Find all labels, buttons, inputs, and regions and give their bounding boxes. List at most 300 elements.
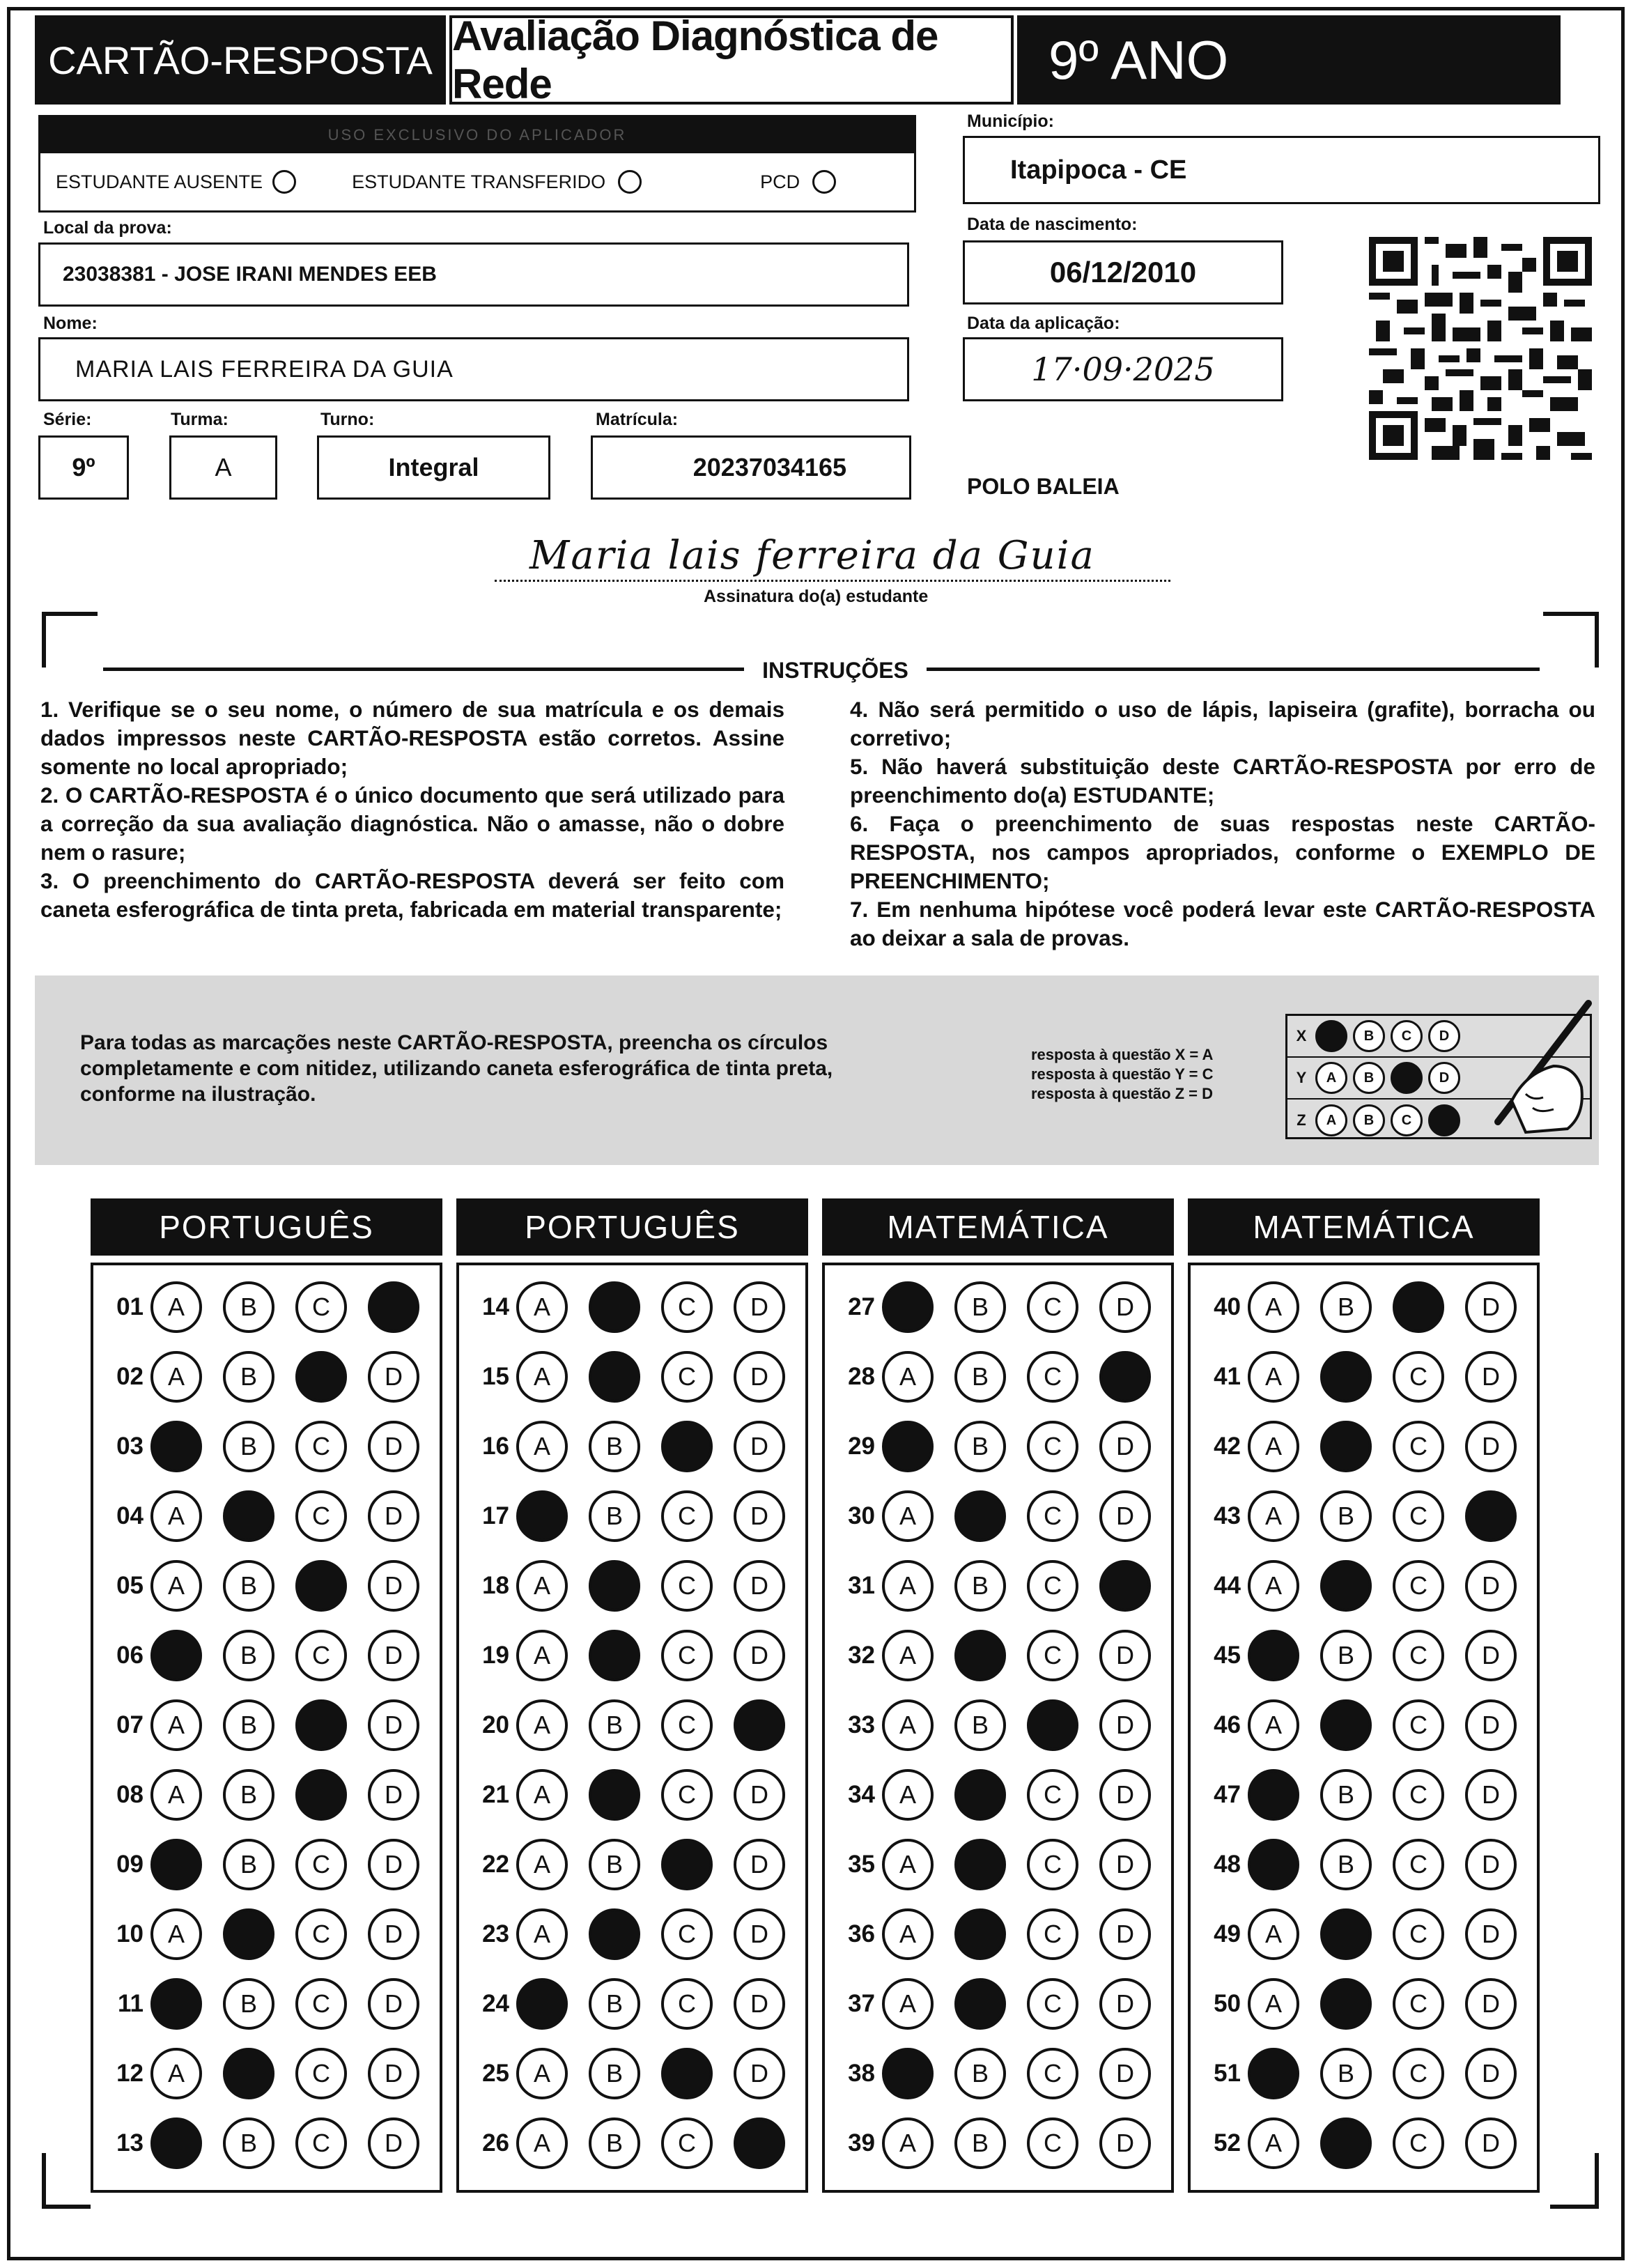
answer-bubble-b[interactable] <box>1320 1351 1372 1403</box>
answer-bubble-c[interactable]: C <box>1027 1490 1078 1542</box>
answer-bubble-b[interactable] <box>589 1351 640 1403</box>
answer-bubble-c[interactable]: C <box>1027 1630 1078 1681</box>
question-number: 19 <box>482 1642 509 1669</box>
answer-bubble-c[interactable]: C <box>295 2048 347 2099</box>
question-number: 39 <box>848 2129 875 2157</box>
answer-bubble-c[interactable]: C <box>295 1839 347 1890</box>
answer-bubble-a[interactable]: A <box>150 1560 202 1612</box>
answer-bubble-a[interactable]: A <box>150 1281 202 1333</box>
answer-bubble-c[interactable]: C <box>661 1630 713 1681</box>
question-number: 36 <box>848 1920 875 1947</box>
answer-bubble-b[interactable]: B <box>954 1281 1006 1333</box>
answer-bubble-d[interactable]: D <box>1099 1908 1151 1960</box>
answer-bubble-d[interactable]: D <box>734 1560 785 1612</box>
answer-bubble-a[interactable] <box>882 1281 934 1333</box>
question-number: 29 <box>848 1433 875 1460</box>
turno-value: Integral <box>388 453 479 481</box>
example-bubble: A <box>1315 1062 1347 1094</box>
local-label: Local da prova: <box>43 218 172 238</box>
example-bubble: C <box>1391 1104 1423 1136</box>
answer-bubble-c[interactable]: C <box>1393 1560 1444 1612</box>
answer-bubble-a[interactable] <box>1248 1769 1299 1821</box>
answer-bubble-d[interactable]: D <box>734 1630 785 1681</box>
answer-bubble-a[interactable] <box>150 2117 202 2169</box>
nascimento-field <box>963 240 1283 304</box>
section-header: PORTUGUÊS <box>456 1198 808 1256</box>
answer-bubble-a[interactable]: A <box>516 1560 568 1612</box>
answer-bubble-b[interactable]: B <box>954 1699 1006 1751</box>
answer-column <box>91 1263 442 2193</box>
answer-bubble-d[interactable]: D <box>1465 2048 1517 2099</box>
signature: Maria lais ferreira da Guia <box>529 533 1095 578</box>
answer-bubble-b[interactable] <box>954 1908 1006 1960</box>
answer-bubble-a[interactable] <box>150 1839 202 1890</box>
question-row <box>825 1558 1172 1614</box>
question-number: 22 <box>482 1851 509 1878</box>
answer-bubble-b[interactable] <box>954 1490 1006 1542</box>
answer-bubble-d[interactable]: D <box>1465 1908 1517 1960</box>
answer-bubble-a[interactable]: A <box>882 1560 934 1612</box>
answer-bubble-d[interactable]: D <box>368 1560 419 1612</box>
answer-bubble-c[interactable]: C <box>661 1769 713 1821</box>
answer-bubble-a[interactable]: A <box>516 1699 568 1751</box>
question-number: 13 <box>116 2129 144 2157</box>
answer-bubble-d[interactable]: D <box>368 1421 419 1472</box>
answer-bubble-d[interactable]: D <box>1099 2117 1151 2169</box>
question-number: 51 <box>1214 2060 1241 2087</box>
answer-bubble-a[interactable]: A <box>150 1490 202 1542</box>
answer-bubble-a[interactable]: A <box>516 2048 568 2099</box>
answer-bubble-b[interactable] <box>1320 2117 1372 2169</box>
question-number: 24 <box>482 1990 509 2017</box>
answer-bubble-c[interactable]: C <box>1393 1630 1444 1681</box>
answer-bubble-b[interactable]: B <box>223 2117 274 2169</box>
matricula-field <box>591 435 911 500</box>
answer-bubble-c[interactable]: C <box>1027 1281 1078 1333</box>
answer-bubble-d[interactable]: D <box>1099 1699 1151 1751</box>
answer-bubble-d[interactable]: D <box>368 1490 419 1542</box>
answer-bubble-b[interactable] <box>589 1630 640 1681</box>
question-number: 42 <box>1214 1433 1241 1460</box>
answer-bubble-b[interactable]: B <box>223 1630 274 1681</box>
answer-bubble-c[interactable]: C <box>1393 1839 1444 1890</box>
question-row <box>825 2046 1172 2101</box>
example-line-x: resposta à questão X = A <box>1031 1046 1214 1063</box>
instruction-6: 6. Faça o preenchimento de suas respostas neste CARTÃO-RESPOSTA, nos campos apropriados, conforme o EXEMPLO DE PREENCHIMENTO; <box>850 811 1595 893</box>
answer-bubble-a[interactable] <box>150 1978 202 2030</box>
answer-bubble-a[interactable]: A <box>882 2117 934 2169</box>
answer-bubble-a[interactable] <box>1248 1630 1299 1681</box>
answer-bubble-a[interactable]: A <box>516 1281 568 1333</box>
answer-bubble-a[interactable]: A <box>150 2048 202 2099</box>
answer-bubble-b[interactable]: B <box>954 1560 1006 1612</box>
answer-bubble-d[interactable]: D <box>368 2117 419 2169</box>
answer-bubble-b[interactable]: B <box>1320 1839 1372 1890</box>
local-field <box>38 242 909 307</box>
answer-bubble-b[interactable]: B <box>589 1421 640 1472</box>
answer-bubble-c[interactable]: C <box>1027 1908 1078 1960</box>
answer-bubble-a[interactable]: A <box>1248 1978 1299 2030</box>
answer-bubble-c[interactable]: C <box>295 1978 347 2030</box>
answer-bubble-d[interactable]: D <box>1465 1281 1517 1333</box>
answer-bubble-c[interactable] <box>1393 1281 1444 1333</box>
answer-bubble-d[interactable]: D <box>734 1281 785 1333</box>
answer-bubble-b[interactable]: B <box>223 1978 274 2030</box>
answer-bubble-a[interactable] <box>150 1630 202 1681</box>
answer-bubble-d[interactable]: D <box>1099 1769 1151 1821</box>
answer-bubble-a[interactable]: A <box>516 1908 568 1960</box>
answer-bubble-b[interactable]: B <box>954 2048 1006 2099</box>
question-row <box>1191 1628 1538 1683</box>
answer-bubble-c[interactable]: C <box>1027 1560 1078 1612</box>
question-row <box>1191 1906 1538 1962</box>
answer-bubble-c[interactable]: C <box>1393 1421 1444 1472</box>
answer-bubble-b[interactable] <box>1320 1699 1372 1751</box>
question-row <box>825 1488 1172 1544</box>
answer-bubble-d[interactable]: D <box>734 1769 785 1821</box>
question-row <box>1191 1419 1538 1474</box>
answer-bubble-d[interactable]: D <box>734 1839 785 1890</box>
question-row <box>459 1628 806 1683</box>
answer-bubble-c[interactable]: C <box>1027 1978 1078 2030</box>
question-number: 48 <box>1214 1851 1241 1878</box>
answer-bubble-a[interactable]: A <box>150 1908 202 1960</box>
question-number: 17 <box>482 1502 509 1529</box>
example-legend <box>1031 1045 1213 1104</box>
answer-bubble-c[interactable]: C <box>661 1699 713 1751</box>
answer-bubble-b[interactable]: B <box>223 1281 274 1333</box>
answer-bubble-c[interactable] <box>661 1421 713 1472</box>
answer-bubble-c[interactable]: C <box>1027 1839 1078 1890</box>
answer-bubble-a[interactable] <box>1248 2048 1299 2099</box>
answer-bubble-a[interactable]: A <box>1248 1281 1299 1333</box>
answer-bubble-c[interactable]: C <box>1393 1978 1444 2030</box>
answer-bubble-b[interactable]: B <box>954 1421 1006 1472</box>
example-bubble: A <box>1315 1104 1347 1136</box>
question-number: 14 <box>482 1293 509 1320</box>
answer-bubble-a[interactable]: A <box>1248 1560 1299 1612</box>
answer-bubble-a[interactable]: A <box>1248 2117 1299 2169</box>
answer-bubble-b[interactable]: B <box>1320 2048 1372 2099</box>
aplicacao-value: 17·09·2025 <box>1031 350 1215 388</box>
instruction-4: 4. Não será permitido o uso de lápis, lapiseira (grafite), borracha ou corretivo; <box>850 697 1595 750</box>
example-row-label: Y <box>1296 1069 1307 1086</box>
answer-bubble-c[interactable]: C <box>661 1908 713 1960</box>
answer-bubble-d[interactable] <box>1099 1560 1151 1612</box>
answer-bubble-c[interactable] <box>661 1839 713 1890</box>
answer-bubble-a[interactable]: A <box>516 1351 568 1403</box>
answer-bubble-b[interactable]: B <box>223 1421 274 1472</box>
question-row <box>1191 1279 1538 1335</box>
question-row <box>93 1349 440 1405</box>
answer-bubble-c[interactable]: C <box>1027 1421 1078 1472</box>
answer-bubble-d[interactable]: D <box>368 1699 419 1751</box>
question-number: 03 <box>116 1433 144 1460</box>
answer-bubble-c[interactable]: C <box>661 1560 713 1612</box>
answer-bubble-c[interactable]: C <box>295 1630 347 1681</box>
answer-bubble-c[interactable] <box>295 1769 347 1821</box>
answer-bubble-c[interactable]: C <box>295 1908 347 1960</box>
answer-bubble-b[interactable]: B <box>589 1490 640 1542</box>
answer-column <box>1188 1263 1540 2193</box>
answer-bubble-d[interactable] <box>734 2117 785 2169</box>
answer-bubble-b[interactable]: B <box>1320 1490 1372 1542</box>
question-number: 32 <box>848 1642 875 1669</box>
section-header: MATEMÁTICA <box>1188 1198 1540 1256</box>
answer-bubble-d[interactable]: D <box>1099 2048 1151 2099</box>
question-row <box>93 1488 440 1544</box>
nascimento-label: Data de nascimento: <box>967 215 1138 234</box>
answer-bubble-a[interactable]: A <box>150 1699 202 1751</box>
answer-bubble-a[interactable]: A <box>516 1421 568 1472</box>
answer-bubble-a[interactable]: A <box>882 1630 934 1681</box>
example-bubble-filled <box>1315 1020 1347 1052</box>
answer-bubble-b[interactable]: B <box>223 1839 274 1890</box>
answer-bubble-d[interactable]: D <box>1099 1839 1151 1890</box>
answer-bubble-d[interactable]: D <box>368 1630 419 1681</box>
answer-bubble-b[interactable] <box>1320 1421 1372 1472</box>
answer-bubble-a[interactable]: A <box>150 1351 202 1403</box>
answer-bubble-a[interactable] <box>1248 1839 1299 1890</box>
answer-bubble-a[interactable] <box>882 2048 934 2099</box>
answer-bubble-b[interactable] <box>954 1769 1006 1821</box>
answer-bubble-d[interactable]: D <box>734 1978 785 2030</box>
answer-bubble-a[interactable] <box>516 1490 568 1542</box>
answer-bubble-d[interactable]: D <box>1465 1351 1517 1403</box>
answer-bubble-d[interactable]: D <box>368 1839 419 1890</box>
answer-bubble-a[interactable]: A <box>150 1769 202 1821</box>
question-number: 15 <box>482 1363 509 1390</box>
question-number: 11 <box>118 1990 144 2017</box>
answer-bubble-d[interactable]: D <box>1465 1839 1517 1890</box>
answer-bubble-b[interactable]: B <box>1320 1630 1372 1681</box>
question-row <box>93 2115 440 2171</box>
answer-bubble-c[interactable]: C <box>1393 1699 1444 1751</box>
answer-bubble-b[interactable] <box>589 1908 640 1960</box>
answer-bubble-a[interactable]: A <box>882 1769 934 1821</box>
answer-bubble-c[interactable]: C <box>1393 1908 1444 1960</box>
question-number: 38 <box>848 2060 875 2087</box>
turma-label: Turma: <box>171 410 229 429</box>
answer-bubble-a[interactable] <box>516 1978 568 2030</box>
answer-bubble-d[interactable]: D <box>368 1351 419 1403</box>
answer-bubble-a[interactable]: A <box>1248 1908 1299 1960</box>
absent-checkbox[interactable] <box>272 170 296 194</box>
serie-label: Série: <box>43 410 92 429</box>
answer-bubble-c[interactable]: C <box>1027 2048 1078 2099</box>
answer-bubble-d[interactable]: D <box>1465 2117 1517 2169</box>
question-row <box>825 1279 1172 1335</box>
answer-bubble-a[interactable]: A <box>516 1839 568 1890</box>
answer-bubble-a[interactable]: A <box>516 1630 568 1681</box>
example-line-z: resposta à questão Z = D <box>1031 1085 1214 1102</box>
answer-bubble-b[interactable] <box>223 2048 274 2099</box>
answer-bubble-b[interactable] <box>1320 1560 1372 1612</box>
answer-bubble-a[interactable]: A <box>1248 1490 1299 1542</box>
answer-bubble-a[interactable]: A <box>882 1908 934 1960</box>
answer-bubble-d[interactable]: D <box>1099 1978 1151 2030</box>
answer-bubble-a[interactable]: A <box>882 1839 934 1890</box>
answer-bubble-d[interactable]: D <box>1465 1699 1517 1751</box>
answer-bubble-c[interactable] <box>295 1560 347 1612</box>
answer-bubble-a[interactable]: A <box>1248 1699 1299 1751</box>
answer-bubble-d[interactable]: D <box>1099 1281 1151 1333</box>
question-row <box>1191 1767 1538 1823</box>
instruction-1: 1. Verifique se o seu nome, o número de sua matrícula e os demais dados impressos neste CARTÃO-RESPOSTA estão corretos. Assine somente no local apropriado; <box>40 697 784 779</box>
question-number: 12 <box>116 2060 144 2087</box>
answer-bubble-b[interactable]: B <box>954 1351 1006 1403</box>
answer-bubble-c[interactable]: C <box>661 1281 713 1333</box>
answer-bubble-d[interactable] <box>734 1699 785 1751</box>
answer-bubble-b[interactable]: B <box>1320 1769 1372 1821</box>
answer-bubble-c[interactable]: C <box>1393 1769 1444 1821</box>
answer-bubble-c[interactable]: C <box>661 2117 713 2169</box>
answer-bubble-d[interactable]: D <box>734 1351 785 1403</box>
answer-bubble-c[interactable]: C <box>661 1351 713 1403</box>
answer-bubble-b[interactable] <box>589 1281 640 1333</box>
answer-bubble-b[interactable]: B <box>589 1839 640 1890</box>
answer-bubble-d[interactable]: D <box>734 2048 785 2099</box>
grade-title: 9º ANO <box>1017 15 1561 105</box>
answer-bubble-d[interactable]: D <box>368 1769 419 1821</box>
answer-bubble-d[interactable]: D <box>734 1490 785 1542</box>
pen-hand-icon <box>1484 996 1595 1136</box>
answer-bubble-d[interactable]: D <box>1099 1490 1151 1542</box>
answer-bubble-c[interactable]: C <box>1027 1351 1078 1403</box>
answer-bubble-a[interactable]: A <box>1248 1421 1299 1472</box>
answer-bubble-d[interactable] <box>1099 1351 1151 1403</box>
answer-bubble-b[interactable] <box>1320 1978 1372 2030</box>
question-row <box>93 1558 440 1614</box>
answer-bubble-d[interactable]: D <box>368 1908 419 1960</box>
answer-bubble-b[interactable]: B <box>1320 1281 1372 1333</box>
answer-bubble-c[interactable] <box>295 1699 347 1751</box>
answer-bubble-a[interactable]: A <box>882 1978 934 2030</box>
answer-bubble-b[interactable]: B <box>589 1699 640 1751</box>
answer-bubble-c[interactable]: C <box>1393 2048 1444 2099</box>
question-number: 44 <box>1214 1572 1241 1599</box>
answer-bubble-c[interactable] <box>661 2048 713 2099</box>
question-row <box>825 1349 1172 1405</box>
answer-bubble-a[interactable] <box>882 1421 934 1472</box>
signature-label: Assinatura do(a) estudante <box>704 587 929 606</box>
question-number: 31 <box>848 1572 875 1599</box>
question-number: 47 <box>1214 1781 1241 1808</box>
answer-bubble-b[interactable]: B <box>223 1769 274 1821</box>
answer-bubble-a[interactable]: A <box>516 1769 568 1821</box>
answer-bubble-d[interactable]: D <box>1465 1769 1517 1821</box>
answer-bubble-a[interactable]: A <box>882 1490 934 1542</box>
example-bubble-filled <box>1391 1062 1423 1094</box>
answer-bubble-b[interactable]: B <box>223 1699 274 1751</box>
answer-bubble-b[interactable] <box>954 1839 1006 1890</box>
question-number: 49 <box>1214 1920 1241 1947</box>
question-row <box>459 1279 806 1335</box>
question-number: 33 <box>848 1711 875 1738</box>
answer-bubble-b[interactable]: B <box>589 2048 640 2099</box>
answer-bubble-c[interactable]: C <box>1393 2117 1444 2169</box>
applicator-box <box>38 115 916 213</box>
local-value: 23038381 - JOSE IRANI MENDES EEB <box>63 263 437 286</box>
answer-bubble-b[interactable]: B <box>589 1978 640 2030</box>
answer-bubble-b[interactable] <box>1320 1908 1372 1960</box>
instructions-right <box>850 695 1595 952</box>
answer-bubble-d[interactable] <box>368 1281 419 1333</box>
answer-bubble-c[interactable]: C <box>661 1978 713 2030</box>
answer-bubble-c[interactable]: C <box>1393 1351 1444 1403</box>
answer-bubble-b[interactable] <box>223 1490 274 1542</box>
answer-bubble-b[interactable]: B <box>223 1351 274 1403</box>
answer-bubble-c[interactable]: C <box>295 1490 347 1542</box>
answer-bubble-d[interactable] <box>1465 1490 1517 1542</box>
question-number: 01 <box>116 1293 144 1320</box>
answer-bubble-c[interactable] <box>1027 1699 1078 1751</box>
question-row <box>459 1697 806 1753</box>
exam-title: Avaliação Diagnóstica de Rede <box>449 15 1014 105</box>
question-number: 09 <box>116 1851 144 1878</box>
answer-bubble-c[interactable]: C <box>295 2117 347 2169</box>
answer-bubble-d[interactable]: D <box>1465 1421 1517 1472</box>
turno-field <box>317 435 550 500</box>
answer-bubble-d[interactable]: D <box>1099 1630 1151 1681</box>
answer-bubble-b[interactable]: B <box>223 1560 274 1612</box>
transferred-checkbox[interactable] <box>618 170 642 194</box>
instruction-5: 5. Não haverá substituição deste CARTÃO-RESPOSTA por erro de preenchimento do(a) ESTUDANTE; <box>850 754 1595 808</box>
question-number: 41 <box>1214 1363 1241 1390</box>
answer-bubble-d[interactable]: D <box>734 1421 785 1472</box>
answer-bubble-d[interactable]: D <box>368 2048 419 2099</box>
serie-field <box>38 435 129 500</box>
answer-bubble-b[interactable] <box>589 1560 640 1612</box>
answer-bubble-d[interactable]: D <box>734 1908 785 1960</box>
pcd-checkbox[interactable] <box>812 170 836 194</box>
example-row-label: X <box>1296 1027 1307 1044</box>
answer-bubble-c[interactable]: C <box>1027 1769 1078 1821</box>
instruction-2: 2. O CARTÃO-RESPOSTA é o único documento que será utilizado para a correção da sua avaliação diagnóstica. Não o amasse, não o dobre nem o rasure; <box>40 782 784 865</box>
answer-bubble-c[interactable]: C <box>661 1490 713 1542</box>
answer-bubble-b[interactable] <box>954 1978 1006 2030</box>
answer-bubble-c[interactable]: C <box>1393 1490 1444 1542</box>
answer-bubble-b[interactable]: B <box>589 2117 640 2169</box>
answer-bubble-a[interactable]: A <box>516 2117 568 2169</box>
question-row <box>459 2115 806 2171</box>
answer-bubble-b[interactable] <box>954 1630 1006 1681</box>
answer-bubble-c[interactable]: C <box>295 1281 347 1333</box>
answer-bubble-d[interactable]: D <box>1465 1560 1517 1612</box>
answer-bubble-a[interactable]: A <box>882 1699 934 1751</box>
answer-bubble-a[interactable]: A <box>1248 1351 1299 1403</box>
answer-bubble-d[interactable]: D <box>368 1978 419 2030</box>
answer-bubble-d[interactable]: D <box>1465 1978 1517 2030</box>
corner-top-right <box>1543 612 1599 668</box>
answer-bubble-b[interactable] <box>589 1769 640 1821</box>
question-number: 28 <box>848 1363 875 1390</box>
answer-bubble-d[interactable]: D <box>1465 1630 1517 1681</box>
question-row <box>459 1558 806 1614</box>
answer-bubble-b[interactable]: B <box>954 2117 1006 2169</box>
answer-bubble-c[interactable]: C <box>1027 2117 1078 2169</box>
polo-label: POLO BALEIA <box>967 474 1120 499</box>
answer-bubble-a[interactable] <box>150 1421 202 1472</box>
instruction-3: 3. O preenchimento do CARTÃO-RESPOSTA deverá ser feito com caneta esferográfica de tinta preta, fabricada em material transparente; <box>40 868 784 922</box>
instructions-rule-left <box>103 668 744 671</box>
municipio-label: Município: <box>967 111 1054 131</box>
answer-bubble-b[interactable] <box>223 1908 274 1960</box>
answer-bubble-d[interactable]: D <box>1099 1421 1151 1472</box>
answer-bubble-c[interactable]: C <box>295 1421 347 1472</box>
answer-bubble-a[interactable]: A <box>882 1351 934 1403</box>
answer-bubble-c[interactable] <box>295 1351 347 1403</box>
